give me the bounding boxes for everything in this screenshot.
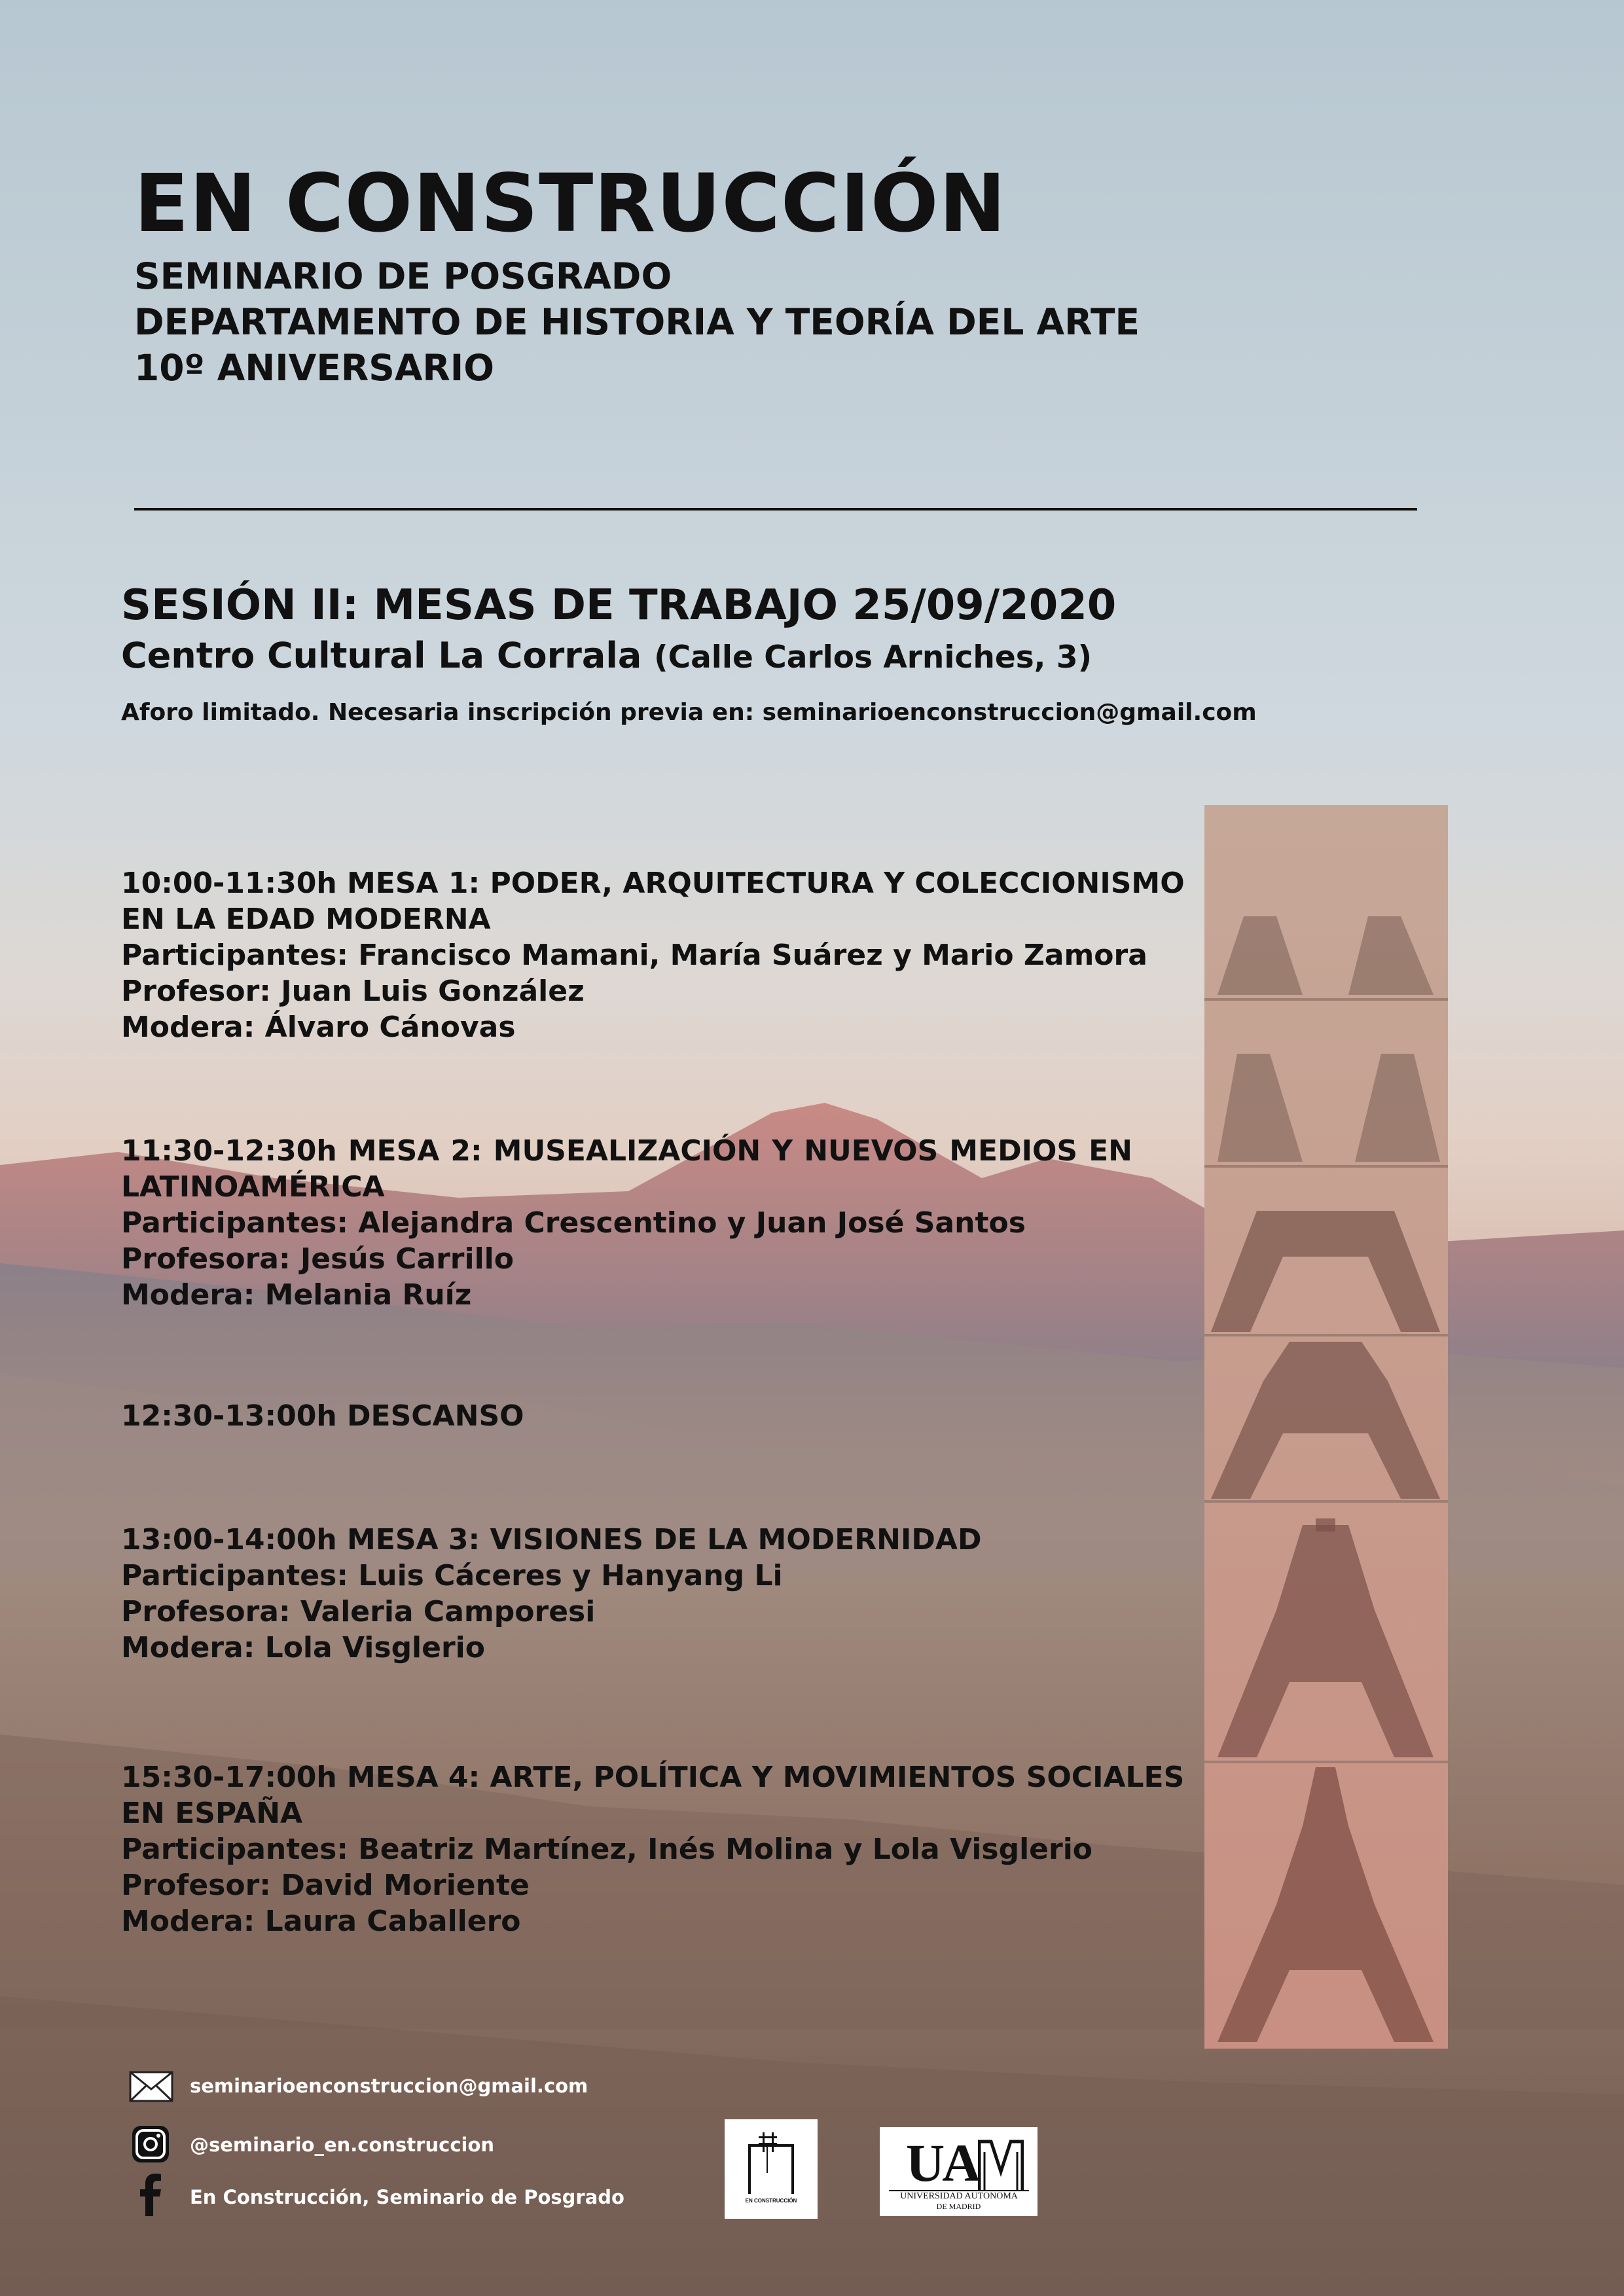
mesa-title-cont: EN ESPAÑA — [121, 1797, 303, 1830]
mesa-participants: Participantes: Beatriz Martínez, Inés Molina y Lola Visglerio — [121, 1833, 1093, 1866]
break-label: 12:30-13:00h DESCANSO — [121, 1399, 524, 1433]
subtitle-department: DEPARTAMENTO DE HISTORIA Y TEORÍA DEL ARTE — [134, 301, 1140, 343]
program-mesa-2 — [121, 1133, 1132, 1313]
registration-note: Aforo limitado. Necesaria inscripción previa en: seminarioenconstruccion@gmail.com — [121, 699, 1257, 726]
subtitle-seminar: SEMINARIO DE POSGRADO — [134, 255, 672, 297]
mesa-title-cont: LATINOAMÉRICA — [121, 1170, 385, 1204]
program-mesa-4 — [121, 1759, 1185, 1939]
uam-logo-mark: UA — [906, 2133, 979, 2193]
mesa-participants: Participantes: Luis Cáceres y Hanyang Li — [121, 1559, 783, 1592]
venue — [121, 635, 1092, 676]
instagram-icon — [128, 2125, 174, 2164]
mesa-title: 15:30-17:00h MESA 4: ARTE, POLÍTICA Y MOVIMIENTOS SOCIALES — [121, 1761, 1185, 1794]
mesa-moderator: Modera: Lola Visglerio — [121, 1631, 485, 1664]
en-construccion-logo-text: EN CONSTRUCCIÓN — [745, 2198, 797, 2204]
mesa-moderator: Modera: Melania Ruíz — [121, 1278, 472, 1312]
mesa-title: 11:30-12:30h MESA 2: MUSEALIZACIÓN Y NUEVOS MEDIOS EN — [121, 1134, 1132, 1168]
mesa-title-cont: EN LA EDAD MODERNA — [121, 903, 491, 936]
mesa-participants: Participantes: Francisco Mamani, María Suárez y Mario Zamora — [121, 939, 1147, 972]
program-mesa-1 — [121, 865, 1185, 1045]
uam-logo-line1: UNIVERSIDAD AUTONOMA — [889, 2190, 1029, 2202]
mesa-title: 13:00-14:00h MESA 3: VISIONES DE LA MODERNIDAD — [121, 1523, 982, 1556]
session-title: SESIÓN II: MESAS DE TRABAJO 25/09/2020 — [121, 581, 1117, 630]
subtitle-anniversary: 10º ANIVERSARIO — [134, 347, 494, 389]
uam-logo-line2: DE MADRID — [936, 2202, 981, 2211]
mesa-moderator: Modera: Laura Caballero — [121, 1905, 521, 1938]
eiffel-construction-photo-strip — [1204, 805, 1448, 2049]
en-construccion-logo-art — [725, 2119, 818, 2219]
page-title: EN CONSTRUCCIÓN — [134, 157, 1007, 250]
mesa-professor: Profesora: Valeria Camporesi — [121, 1595, 596, 1628]
program-mesa-3 — [121, 1522, 1136, 1666]
photo-strip-art — [1204, 805, 1448, 2049]
divider-line — [134, 508, 1417, 511]
uam-m-mark — [978, 2139, 1024, 2191]
venue-address: (Calle Carlos Arniches, 3) — [654, 639, 1092, 675]
mesa-professor: Profesor: David Moriente — [121, 1869, 530, 1902]
envelope-icon — [128, 2067, 174, 2106]
contact-facebook[interactable]: En Construcción, Seminario de Posgrado — [190, 2186, 624, 2208]
contact-instagram[interactable]: @seminario_en.construccion — [190, 2134, 495, 2156]
contact-email[interactable]: seminarioenconstruccion@gmail.com — [190, 2075, 588, 2097]
mesa-title: 10:00-11:30h MESA 1: PODER, ARQUITECTURA Y COLECCIONISMO — [121, 867, 1185, 900]
program-break — [121, 1398, 1136, 1434]
en-construccion-logo — [725, 2119, 818, 2219]
mesa-professor: Profesora: Jesús Carrillo — [121, 1242, 514, 1276]
venue-name: Centro Cultural La Corrala — [121, 635, 642, 676]
facebook-icon — [128, 2173, 174, 2212]
mesa-participants: Participantes: Alejandra Crescentino y Juan José Santos — [121, 1206, 1026, 1240]
mesa-moderator: Modera: Álvaro Cánovas — [121, 1011, 516, 1044]
uam-logo — [880, 2127, 1038, 2216]
mesa-professor: Profesor: Juan Luis González — [121, 975, 585, 1008]
